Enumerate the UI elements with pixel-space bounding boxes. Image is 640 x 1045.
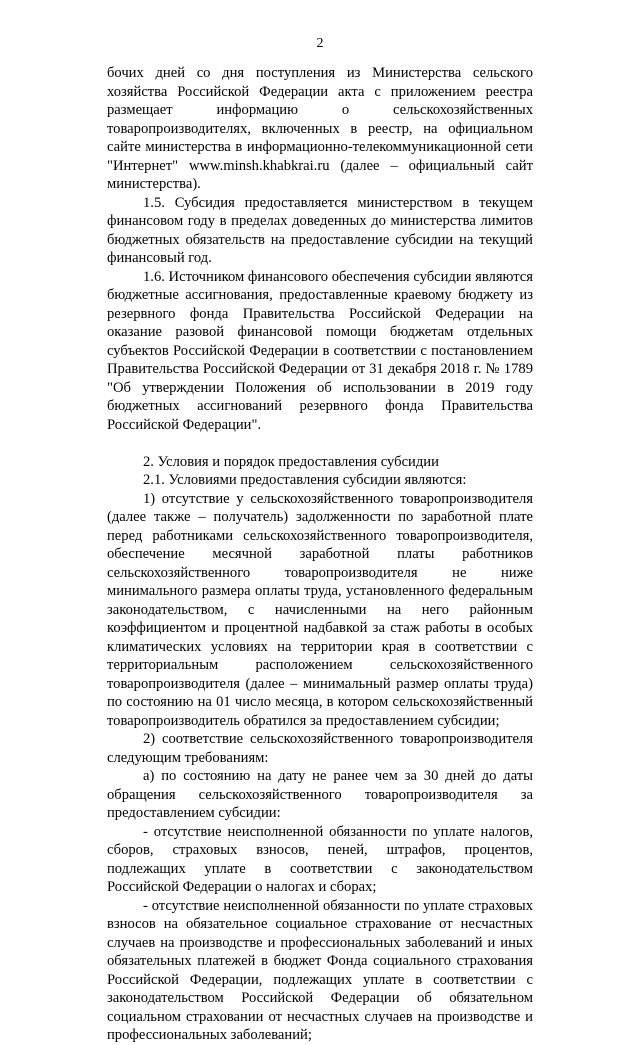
paragraph-2-1-item-2a: а) по состоянию на дату не ранее чем за 30 дней до даты обращения сельскохозяйственного товаропроизводителя за предоставлением субсидии: <box>107 768 533 821</box>
dash-item-insurance: - отсутствие неисполненной обязанности по уплате страховых взносов на обязательное социальное страхование от несчастных случаев на производстве и профессиональных заболеваний и иных обязательных платежей в бюджет Фонда социального страхования Российской Федерации, подлежащих уплате в соответствии с законодательством Российской Федерации об обязательном социальном страховании от несчастных случаев на производстве и профессиональных заболеваний; <box>107 897 533 1043</box>
paragraph-2-1: 2.1. Условиями предоставления субсидии являются: <box>143 472 467 488</box>
paragraph-2-1-item-1: 1) отсутствие у сельскохозяйственного товаропроизводителя (далее также – получатель) задолженности по заработной плате перед работниками сельскохозяйственного товаропроизводителя, обеспечение месячной заработной платы работников сельскохозяйственного товаропроизводителя не ниже минимального размера оплаты труда, установленного федеральным законодательством, с начисленными на него районным коэффициентом и процентной надбавкой за стаж работы в особых климатических условиях на территории края в соответствии с территориальным расположением сельскохозяйственного товаропроизводителя (далее – минимальный размер оплаты труда) по состоянию на 01 число месяца, в котором сельскохозяйственный товаропроизводитель обратился за предоставлением субсидии; <box>107 490 533 729</box>
section-title-2: 2. Условия и порядок предоставления субсидии <box>143 453 439 470</box>
page-number: 2 <box>316 36 324 51</box>
paragraph-2-1-item-2: 2) соответствие сельскохозяйственного товаропроизводителя следующим требованиям: <box>107 731 533 766</box>
dash-item-taxes: - отсутствие неисполненной обязанности по уплате налогов, сборов, страховых взносов, пеней, штрафов, процентов, подлежащих уплате в соответствии с законодательством Российской Федерации о налогах и сборах; <box>107 823 533 895</box>
paragraph-continuation: бочих дней со дня поступления из Министерства сельского хозяйства Российской Федерации акта с приложением реестра размещает информацию о сельскохозяйственных товаропроизводителях, включенных в реестр, на официальном сайте министерства в информационно-телекоммуникационной сети "Интернет" www.minsh.khabkrai.ru (далее – официальный сайт министерства). <box>107 65 533 192</box>
document-body <box>107 64 533 1045</box>
paragraph-1-6: 1.6. Источником финансового обеспечения субсидии являются бюджетные ассигнования, предоставленные краевому бюджету из резервного фонда Правительства Российской Федерации на оказание разовой финансовой помощи бюджетам отдельных субъектов Российской Федерации в соответствии с постановлением Правительства Российской Федерации от 31 декабря 2018 г. № 1789 "Об утверждении Положения об использовании в 2019 году бюджетных ассигнований резервного фонда Правительства Российской Федерации". <box>107 268 533 433</box>
paragraph-1-5: 1.5. Субсидия предоставляется министерством в текущем финансовом году в пределах доведенных до министерства лимитов бюджетных обязательств на предоставление субсидии на текущий финансовый год. <box>107 194 533 266</box>
